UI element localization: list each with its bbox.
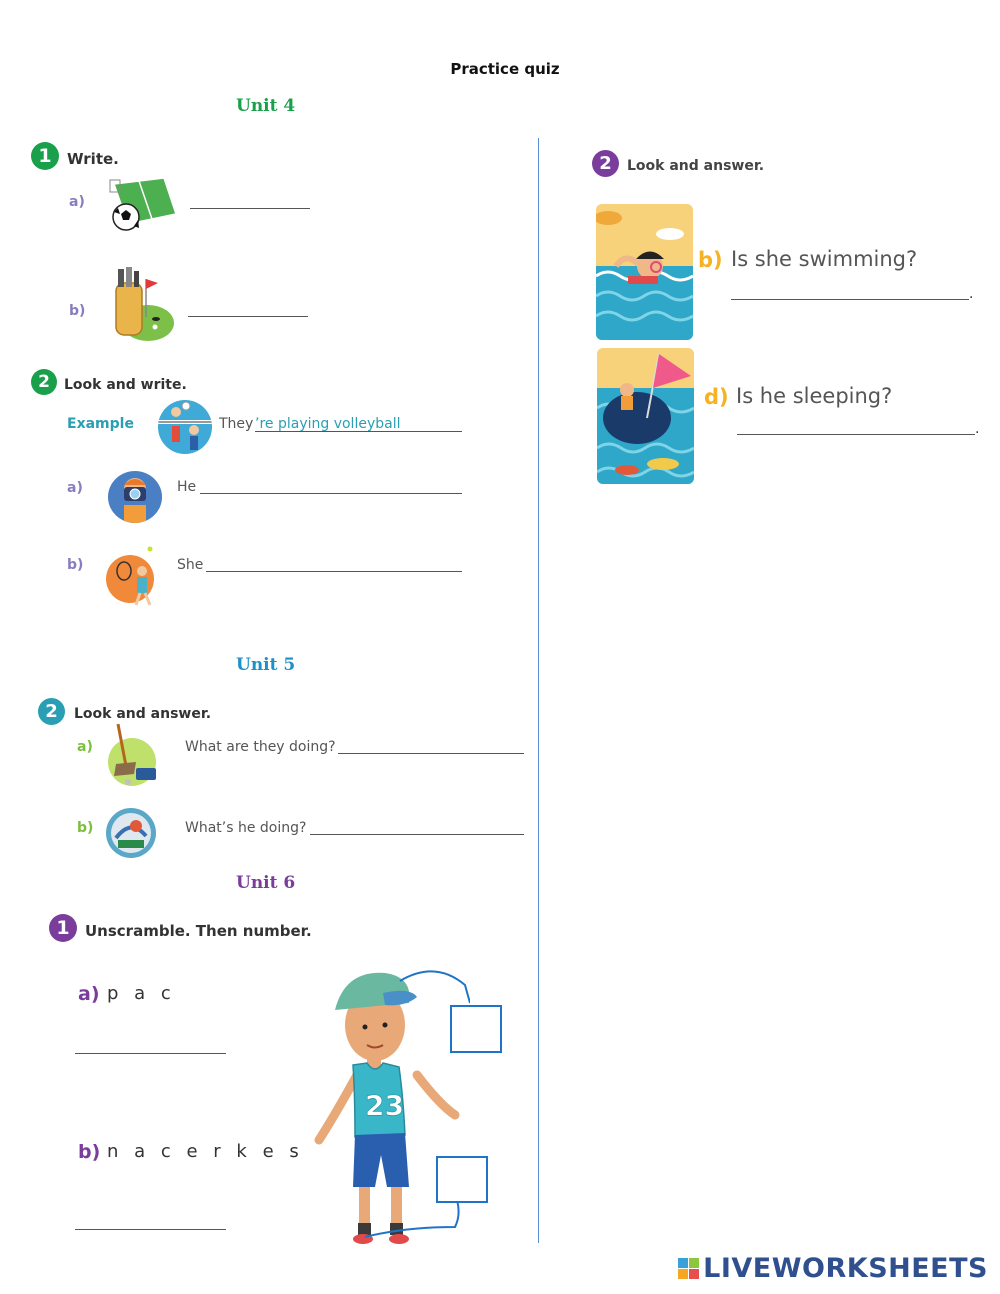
item-label-b: b) [69,303,86,319]
item-b-question: What’s he doing? [185,820,307,836]
exercise-number-badge: 2 [31,369,57,395]
item-b-question: Is she swimming? [731,247,918,271]
example-answer: ’re playing volleyball [255,416,401,432]
item-b-prefix: She [177,557,204,573]
answer-line-a[interactable] [190,208,310,209]
example-label: Example [67,416,134,432]
sailing-boy-picture [597,348,694,484]
unit-6-heading: Unit 6 [236,873,296,893]
sweeping-picture [104,722,160,788]
logo-text: LIVEWORKSHEETS [703,1253,988,1284]
example-sentence-prefix: They [219,416,254,432]
item-a-question: What are they doing? [185,739,336,755]
photographer-boy-picture [108,471,162,523]
item-label-b: b) [67,557,84,573]
answer-line-b[interactable] [731,299,969,300]
exercise-number-badge: 1 [49,914,77,942]
column-divider [538,138,539,1243]
item-label-b: b) [77,820,94,836]
swimming-girl-picture [596,204,693,340]
period: . [969,286,974,302]
number-box-cap[interactable] [450,1005,502,1053]
exercise-instruction: Look and answer. [74,706,212,722]
answer-line-a[interactable] [75,1053,226,1054]
jersey-number: 23 [365,1089,404,1122]
logo-cube-icon [678,1258,699,1279]
item-label-b: b) [78,1141,101,1163]
answer-line-b[interactable] [310,834,524,835]
item-d-question: Is he sleeping? [736,384,893,408]
answer-line-b[interactable] [75,1229,226,1230]
period: . [975,421,980,437]
washing-dishes-picture [106,808,156,858]
item-label-d: d) [704,385,729,409]
exercise-instruction: Unscramble. Then number. [85,922,312,940]
answer-line-d[interactable] [737,434,975,435]
unit-4-heading: Unit 4 [236,96,296,116]
item-label-a: a) [78,983,100,1005]
answer-line-a[interactable] [200,493,462,494]
liveworksheets-logo [678,1253,988,1284]
item-label-a: a) [77,739,93,755]
exercise-number-badge: 1 [31,142,59,170]
scrambled-word-a: p a c [107,983,176,1004]
exercise-instruction: Look and answer. [627,158,765,174]
item-a-prefix: He [177,479,197,495]
tennis-girl-picture [104,545,162,607]
answer-line-a[interactable] [338,753,524,754]
page-title: Practice quiz [450,60,560,78]
unit-5-heading: Unit 5 [236,655,296,675]
soccer-field-picture [104,174,180,234]
answer-line-b[interactable] [206,571,462,572]
volleyball-picture [158,400,212,454]
boy-illustration [305,965,470,1250]
scrambled-word-b: n a c e r k e s [107,1141,304,1162]
number-box-sneakers[interactable] [436,1156,488,1203]
exercise-instruction: Write. [67,150,119,168]
exercise-number-badge: 2 [592,150,619,177]
example-answer-line [255,431,462,432]
item-label-b: b) [698,248,723,272]
exercise-number-badge: 2 [38,698,65,725]
golf-bag-picture [108,265,176,343]
exercise-instruction: Look and write. [64,377,187,393]
answer-line-b[interactable] [188,316,308,317]
item-label-a: a) [67,480,83,496]
item-label-a: a) [69,194,85,210]
